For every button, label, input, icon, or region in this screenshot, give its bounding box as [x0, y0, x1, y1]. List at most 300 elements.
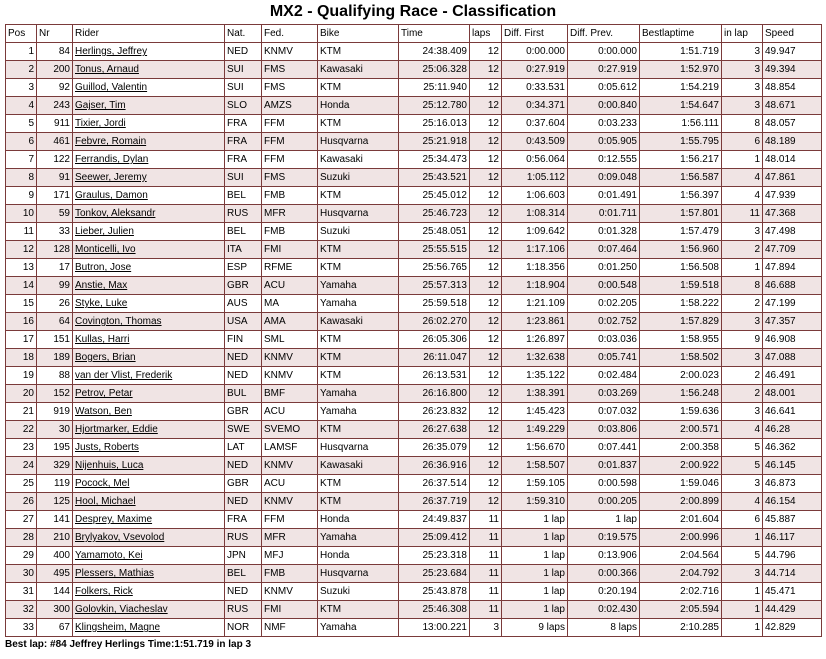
table-cell: 1:57.479 — [640, 223, 722, 241]
table-cell: 12 — [470, 439, 502, 457]
table-row — [6, 79, 822, 97]
table-cell: FFM — [262, 511, 318, 529]
table-cell: 26:37.719 — [399, 493, 470, 511]
table-cell: 0:00.840 — [568, 97, 640, 115]
best-lap-footer: Best lap: #84 Jeffrey Herlings Time:1:51.719 in lap 3 — [5, 639, 252, 650]
table-cell: Suzuki — [318, 583, 399, 601]
table-cell: 2 — [722, 241, 763, 259]
table-cell: 1:55.795 — [640, 133, 722, 151]
table-cell: FRA — [225, 133, 262, 151]
table-cell: 3 — [722, 79, 763, 97]
table-cell: 25:09.412 — [399, 529, 470, 547]
table-cell: 25:23.318 — [399, 547, 470, 565]
table-row — [6, 493, 822, 511]
table-cell: 49.394 — [763, 61, 822, 79]
table-cell: 2:00.996 — [640, 529, 722, 547]
table-row — [6, 583, 822, 601]
table-cell: 5 — [6, 115, 37, 133]
table-cell: 30 — [6, 565, 37, 583]
table-cell: 47.088 — [763, 349, 822, 367]
rider-link[interactable]: Brylyakov, Vsevolod — [73, 529, 225, 547]
table-cell: KTM — [318, 601, 399, 619]
table-cell: FFM — [262, 133, 318, 151]
rider-link[interactable]: Watson, Ben — [73, 403, 225, 421]
table-cell: 3 — [722, 97, 763, 115]
table-cell: 25:43.521 — [399, 169, 470, 187]
table-cell: FMS — [262, 79, 318, 97]
table-cell: 12 — [470, 115, 502, 133]
table-cell: 171 — [37, 187, 73, 205]
table-cell: 1:17.106 — [502, 241, 568, 259]
table-cell: 0:13.906 — [568, 547, 640, 565]
table-cell: 919 — [37, 403, 73, 421]
rider-link[interactable]: Styke, Luke — [73, 295, 225, 313]
rider-link[interactable]: Gajser, Tim — [73, 97, 225, 115]
table-cell: 46.145 — [763, 457, 822, 475]
table-cell: RUS — [225, 529, 262, 547]
rider-link[interactable]: Monticelli, Ivo — [73, 241, 225, 259]
table-cell: 495 — [37, 565, 73, 583]
table-cell: 84 — [37, 43, 73, 61]
table-cell: 32 — [6, 601, 37, 619]
table-cell: 1:38.391 — [502, 385, 568, 403]
table-cell: 1 lap — [502, 547, 568, 565]
table-cell: 2:05.594 — [640, 601, 722, 619]
table-cell: 67 — [37, 619, 73, 637]
table-cell: 12 — [470, 475, 502, 493]
table-cell: 1:56.508 — [640, 259, 722, 277]
table-cell: 1:56.670 — [502, 439, 568, 457]
rider-link[interactable]: Lieber, Julien — [73, 223, 225, 241]
table-cell: 27 — [6, 511, 37, 529]
table-cell: 2:00.899 — [640, 493, 722, 511]
table-cell: 49.947 — [763, 43, 822, 61]
table-cell: 3 — [722, 61, 763, 79]
table-row — [6, 601, 822, 619]
table-cell: SWE — [225, 421, 262, 439]
table-cell: 1 lap — [502, 565, 568, 583]
table-cell: 911 — [37, 115, 73, 133]
table-cell: 12 — [470, 277, 502, 295]
table-row — [6, 475, 822, 493]
table-cell: 9 — [722, 331, 763, 349]
table-cell: 0:05.741 — [568, 349, 640, 367]
table-row — [6, 565, 822, 583]
table-cell: Yamaha — [318, 619, 399, 637]
table-cell: Husqvarna — [318, 565, 399, 583]
table-cell: 12 — [470, 187, 502, 205]
table-cell: Suzuki — [318, 169, 399, 187]
table-cell: 2:04.564 — [640, 547, 722, 565]
table-cell: NED — [225, 493, 262, 511]
table-row — [6, 313, 822, 331]
table-cell: 0:07.464 — [568, 241, 640, 259]
table-cell: 0:02.752 — [568, 313, 640, 331]
table-cell: 20 — [6, 385, 37, 403]
rider-link[interactable]: Guillod, Valentin — [73, 79, 225, 97]
table-row — [6, 439, 822, 457]
rider-link[interactable]: Butron, Jose — [73, 259, 225, 277]
table-row — [6, 169, 822, 187]
table-cell: KTM — [318, 421, 399, 439]
table-cell: 26:37.514 — [399, 475, 470, 493]
table-cell: 48.057 — [763, 115, 822, 133]
table-cell: Honda — [318, 547, 399, 565]
rider-link[interactable]: Desprey, Maxime — [73, 511, 225, 529]
table-cell: Husqvarna — [318, 439, 399, 457]
table-cell: 11 — [722, 205, 763, 223]
rider-link[interactable]: Febvre, Romain — [73, 133, 225, 151]
table-cell: 125 — [37, 493, 73, 511]
table-cell: 8 — [6, 169, 37, 187]
table-cell: 2 — [722, 367, 763, 385]
table-cell: 25:56.765 — [399, 259, 470, 277]
table-cell: KNMV — [262, 493, 318, 511]
table-cell: 1:54.219 — [640, 79, 722, 97]
column-header: Bestlaptime — [640, 25, 722, 43]
table-cell: 8 — [722, 115, 763, 133]
rider-link[interactable]: Plessers, Mathias — [73, 565, 225, 583]
table-cell: 1 — [722, 601, 763, 619]
table-cell: 19 — [6, 367, 37, 385]
table-cell: 46.362 — [763, 439, 822, 457]
table-cell: 42.829 — [763, 619, 822, 637]
rider-link[interactable]: Tonus, Arnaud — [73, 61, 225, 79]
table-cell: 1:57.829 — [640, 313, 722, 331]
table-cell: 12 — [470, 151, 502, 169]
table-cell: 1:05.112 — [502, 169, 568, 187]
table-cell: GBR — [225, 475, 262, 493]
table-cell: AUS — [225, 295, 262, 313]
table-cell: 1 lap — [568, 511, 640, 529]
table-cell: 1 — [722, 259, 763, 277]
table-cell: 0:43.509 — [502, 133, 568, 151]
table-cell: 141 — [37, 511, 73, 529]
rider-link[interactable]: Seewer, Jeremy — [73, 169, 225, 187]
table-cell: AMA — [262, 313, 318, 331]
table-cell: LAT — [225, 439, 262, 457]
table-cell: 0:27.919 — [568, 61, 640, 79]
table-cell: 2:00.023 — [640, 367, 722, 385]
table-cell: 0:00.000 — [568, 43, 640, 61]
table-cell: 1:54.647 — [640, 97, 722, 115]
table-cell: 11 — [470, 601, 502, 619]
table-cell: 48.854 — [763, 79, 822, 97]
rider-link[interactable]: Pocock, Mel — [73, 475, 225, 493]
table-cell: 21 — [6, 403, 37, 421]
table-cell: 12 — [470, 493, 502, 511]
table-cell: ITA — [225, 241, 262, 259]
table-cell: 22 — [6, 421, 37, 439]
table-cell: 26:27.638 — [399, 421, 470, 439]
table-cell: Husqvarna — [318, 205, 399, 223]
table-cell: RUS — [225, 205, 262, 223]
table-cell: 3 — [722, 349, 763, 367]
table-cell: 12 — [470, 421, 502, 439]
table-cell: 3 — [722, 313, 763, 331]
table-cell: 0:02.484 — [568, 367, 640, 385]
table-cell: 17 — [6, 331, 37, 349]
rider-link[interactable]: Yamamoto, Kei — [73, 547, 225, 565]
table-cell: ESP — [225, 259, 262, 277]
rider-link[interactable]: Anstie, Max — [73, 277, 225, 295]
table-cell: 11 — [470, 565, 502, 583]
table-cell: 12 — [470, 259, 502, 277]
rider-link[interactable]: Bogers, Brian — [73, 349, 225, 367]
table-cell: KNMV — [262, 457, 318, 475]
table-cell: 1:51.719 — [640, 43, 722, 61]
table-body — [6, 43, 822, 637]
table-cell: 0:03.233 — [568, 115, 640, 133]
table-row — [6, 367, 822, 385]
table-cell: 10 — [6, 205, 37, 223]
rider-link[interactable]: Herlings, Jeffrey — [73, 43, 225, 61]
table-cell: 18 — [6, 349, 37, 367]
table-cell: 5 — [722, 457, 763, 475]
table-cell: 64 — [37, 313, 73, 331]
rider-link[interactable]: Tonkov, Aleksandr — [73, 205, 225, 223]
table-cell: 26:11.047 — [399, 349, 470, 367]
table-cell: Kawasaki — [318, 151, 399, 169]
table-cell: 11 — [470, 511, 502, 529]
table-cell: KTM — [318, 43, 399, 61]
table-cell: 119 — [37, 475, 73, 493]
table-cell: BEL — [225, 223, 262, 241]
table-row — [6, 403, 822, 421]
table-cell: MFJ — [262, 547, 318, 565]
table-cell: 11 — [470, 583, 502, 601]
rider-link[interactable]: Klingsheim, Magne — [73, 619, 225, 637]
table-cell: 46.908 — [763, 331, 822, 349]
table-cell: 11 — [6, 223, 37, 241]
table-cell: 11 — [470, 547, 502, 565]
rider-link[interactable]: Nijenhuis, Luca — [73, 457, 225, 475]
table-cell: 2 — [722, 295, 763, 313]
table-cell: 0:27.919 — [502, 61, 568, 79]
table-cell: 0:07.441 — [568, 439, 640, 457]
column-header: laps — [470, 25, 502, 43]
table-cell: 1:59.518 — [640, 277, 722, 295]
table-cell: 48.014 — [763, 151, 822, 169]
table-cell: 1:58.222 — [640, 295, 722, 313]
table-cell: 46.873 — [763, 475, 822, 493]
table-cell: GBR — [225, 277, 262, 295]
table-cell: 2:00.358 — [640, 439, 722, 457]
table-cell: 4 — [722, 169, 763, 187]
table-cell: 47.498 — [763, 223, 822, 241]
table-cell: 12 — [470, 403, 502, 421]
table-cell: NOR — [225, 619, 262, 637]
table-cell: 15 — [6, 295, 37, 313]
table-cell: 31 — [6, 583, 37, 601]
table-cell: 12 — [470, 331, 502, 349]
table-cell: KTM — [318, 331, 399, 349]
table-cell: 0:01.250 — [568, 259, 640, 277]
rider-link[interactable]: Hjortmarker, Eddie — [73, 421, 225, 439]
table-cell: Suzuki — [318, 223, 399, 241]
table-cell: 12 — [470, 457, 502, 475]
table-cell: 0:33.531 — [502, 79, 568, 97]
rider-link[interactable]: Hool, Michael — [73, 493, 225, 511]
table-cell: SVEMO — [262, 421, 318, 439]
table-cell: KNMV — [262, 583, 318, 601]
table-cell: 28 — [6, 529, 37, 547]
table-cell: 1:56.587 — [640, 169, 722, 187]
table-cell: 0:01.491 — [568, 187, 640, 205]
table-cell: 25:43.878 — [399, 583, 470, 601]
table-cell: 5 — [722, 439, 763, 457]
column-header: Nr — [37, 25, 73, 43]
table-cell: 2:01.604 — [640, 511, 722, 529]
table-row — [6, 187, 822, 205]
column-header: in lap — [722, 25, 763, 43]
table-cell: 25:59.518 — [399, 295, 470, 313]
table-cell: 9 — [6, 187, 37, 205]
table-cell: 25:06.328 — [399, 61, 470, 79]
table-cell: 2:00.922 — [640, 457, 722, 475]
table-cell: Kawasaki — [318, 313, 399, 331]
rider-link[interactable]: Golovkin, Viacheslav — [73, 601, 225, 619]
table-cell: 29 — [6, 547, 37, 565]
table-cell: BUL — [225, 385, 262, 403]
table-cell: 25:48.051 — [399, 223, 470, 241]
table-cell: NED — [225, 583, 262, 601]
rider-link[interactable]: Justs, Roberts — [73, 439, 225, 457]
table-cell: 1:52.970 — [640, 61, 722, 79]
table-cell: 46.491 — [763, 367, 822, 385]
table-cell: 12 — [470, 367, 502, 385]
table-cell: KNMV — [262, 43, 318, 61]
table-cell: 0:03.269 — [568, 385, 640, 403]
rider-link[interactable]: Graulus, Damon — [73, 187, 225, 205]
table-cell: 25:57.313 — [399, 277, 470, 295]
table-cell: 45.471 — [763, 583, 822, 601]
table-cell: 1:56.248 — [640, 385, 722, 403]
table-cell: 1:18.904 — [502, 277, 568, 295]
table-cell: 30 — [37, 421, 73, 439]
table-cell: Yamaha — [318, 403, 399, 421]
table-cell: FMI — [262, 241, 318, 259]
table-cell: 24:38.409 — [399, 43, 470, 61]
table-row — [6, 223, 822, 241]
table-cell: 25:11.940 — [399, 79, 470, 97]
table-cell: 400 — [37, 547, 73, 565]
table-cell: 48.671 — [763, 97, 822, 115]
table-cell: 1:26.897 — [502, 331, 568, 349]
table-cell: 1:45.423 — [502, 403, 568, 421]
table-cell: Yamaha — [318, 277, 399, 295]
table-cell: 6 — [722, 133, 763, 151]
table-cell: 0:01.837 — [568, 457, 640, 475]
table-cell: 16 — [6, 313, 37, 331]
rider-link[interactable]: Covington, Thomas — [73, 313, 225, 331]
table-cell: 13 — [6, 259, 37, 277]
column-header: Rider — [73, 25, 225, 43]
table-cell: 46.117 — [763, 529, 822, 547]
table-cell: 152 — [37, 385, 73, 403]
table-cell: 44.714 — [763, 565, 822, 583]
rider-link[interactable]: Folkers, Rick — [73, 583, 225, 601]
table-cell: LAMSF — [262, 439, 318, 457]
table-cell: 1:59.310 — [502, 493, 568, 511]
rider-link[interactable]: van der Vlist, Frederik — [73, 367, 225, 385]
table-cell: RUS — [225, 601, 262, 619]
table-cell: 151 — [37, 331, 73, 349]
table-cell: 0:00.366 — [568, 565, 640, 583]
table-cell: 1 — [722, 529, 763, 547]
table-cell: 1:59.636 — [640, 403, 722, 421]
column-header: Fed. — [262, 25, 318, 43]
table-cell: 11 — [470, 529, 502, 547]
table-cell: 46.28 — [763, 421, 822, 439]
table-cell: 0:37.604 — [502, 115, 568, 133]
table-cell: 1:56.960 — [640, 241, 722, 259]
table-cell: 25:55.515 — [399, 241, 470, 259]
rider-link[interactable]: Ferrandis, Dylan — [73, 151, 225, 169]
table-cell: 1:21.109 — [502, 295, 568, 313]
table-cell: NED — [225, 457, 262, 475]
table-cell: 47.861 — [763, 169, 822, 187]
table-cell: 44.796 — [763, 547, 822, 565]
table-row — [6, 385, 822, 403]
table-cell: 13:00.221 — [399, 619, 470, 637]
table-cell: BMF — [262, 385, 318, 403]
column-header: Diff. First — [502, 25, 568, 43]
table-cell: NMF — [262, 619, 318, 637]
table-cell: 195 — [37, 439, 73, 457]
table-cell: Yamaha — [318, 529, 399, 547]
table-cell: 0:12.555 — [568, 151, 640, 169]
table-row — [6, 511, 822, 529]
table-cell: 23 — [6, 439, 37, 457]
table-cell: KTM — [318, 367, 399, 385]
table-cell: 1:08.314 — [502, 205, 568, 223]
table-cell: 47.357 — [763, 313, 822, 331]
rider-link[interactable]: Petrov, Petar — [73, 385, 225, 403]
table-cell: 24:49.837 — [399, 511, 470, 529]
rider-link[interactable]: Tixier, Jordi — [73, 115, 225, 133]
rider-link[interactable]: Kullas, Harri — [73, 331, 225, 349]
table-cell: ACU — [262, 403, 318, 421]
table-cell: 46.641 — [763, 403, 822, 421]
table-cell: 1 lap — [502, 583, 568, 601]
table-cell: 0:02.205 — [568, 295, 640, 313]
table-cell: 0:07.032 — [568, 403, 640, 421]
table-cell: 3 — [722, 43, 763, 61]
classification-table — [5, 24, 822, 637]
table-cell: 2:04.792 — [640, 565, 722, 583]
table-cell: FFM — [262, 115, 318, 133]
table-cell: 1:58.955 — [640, 331, 722, 349]
table-cell: Yamaha — [318, 295, 399, 313]
table-cell: 3 — [722, 223, 763, 241]
table-cell: KNMV — [262, 349, 318, 367]
table-cell: NED — [225, 367, 262, 385]
table-cell: FMB — [262, 223, 318, 241]
table-cell: 12 — [470, 205, 502, 223]
table-cell: 1:35.122 — [502, 367, 568, 385]
table-cell: 26:36.916 — [399, 457, 470, 475]
table-row — [6, 619, 822, 637]
table-row — [6, 457, 822, 475]
table-cell: 47.368 — [763, 205, 822, 223]
table-cell: FFM — [262, 151, 318, 169]
table-cell: 3 — [722, 565, 763, 583]
table-cell: MFR — [262, 205, 318, 223]
table-row — [6, 421, 822, 439]
table-cell: Kawasaki — [318, 61, 399, 79]
table-row — [6, 151, 822, 169]
